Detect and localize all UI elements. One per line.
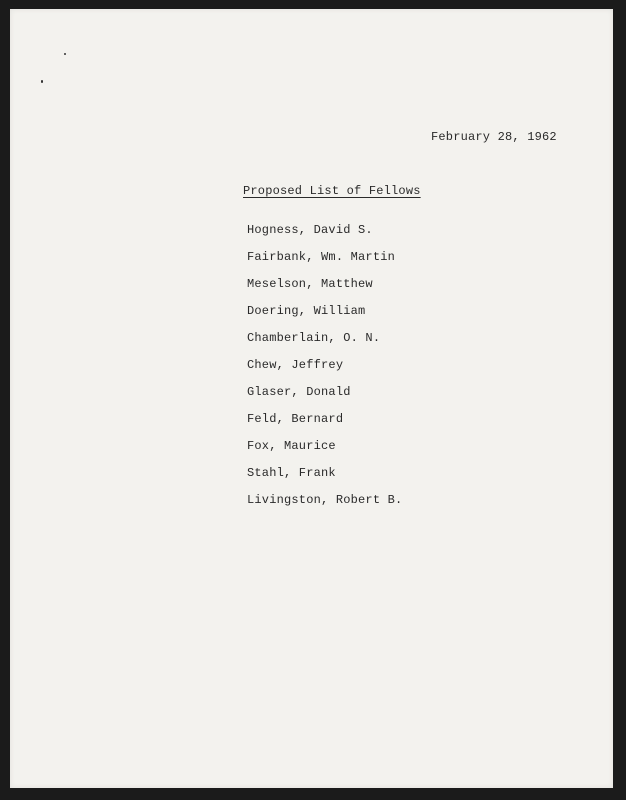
fellow-entry: Hogness, David S. bbox=[247, 223, 373, 237]
fellow-entry: Chew, Jeffrey bbox=[247, 358, 344, 372]
ink-speck bbox=[41, 80, 43, 83]
ink-speck bbox=[64, 53, 66, 55]
fellow-entry: Feld, Bernard bbox=[247, 412, 344, 426]
fellow-entry: Livingston, Robert B. bbox=[247, 493, 403, 507]
fellow-entry: Fairbank, Wm. Martin bbox=[247, 250, 396, 264]
paper-sheet bbox=[10, 9, 613, 788]
fellow-entry: Glaser, Donald bbox=[247, 385, 351, 399]
document-title: Proposed List of Fellows bbox=[243, 184, 421, 198]
document-date: February 28, 1962 bbox=[431, 130, 557, 144]
fellow-entry: Doering, William bbox=[247, 304, 366, 318]
fellow-entry: Chamberlain, O. N. bbox=[247, 331, 381, 345]
fellow-entry: Stahl, Frank bbox=[247, 466, 336, 480]
fellow-entry: Meselson, Matthew bbox=[247, 277, 373, 291]
fellows-list bbox=[247, 223, 402, 520]
fellow-entry: Fox, Maurice bbox=[247, 439, 336, 453]
